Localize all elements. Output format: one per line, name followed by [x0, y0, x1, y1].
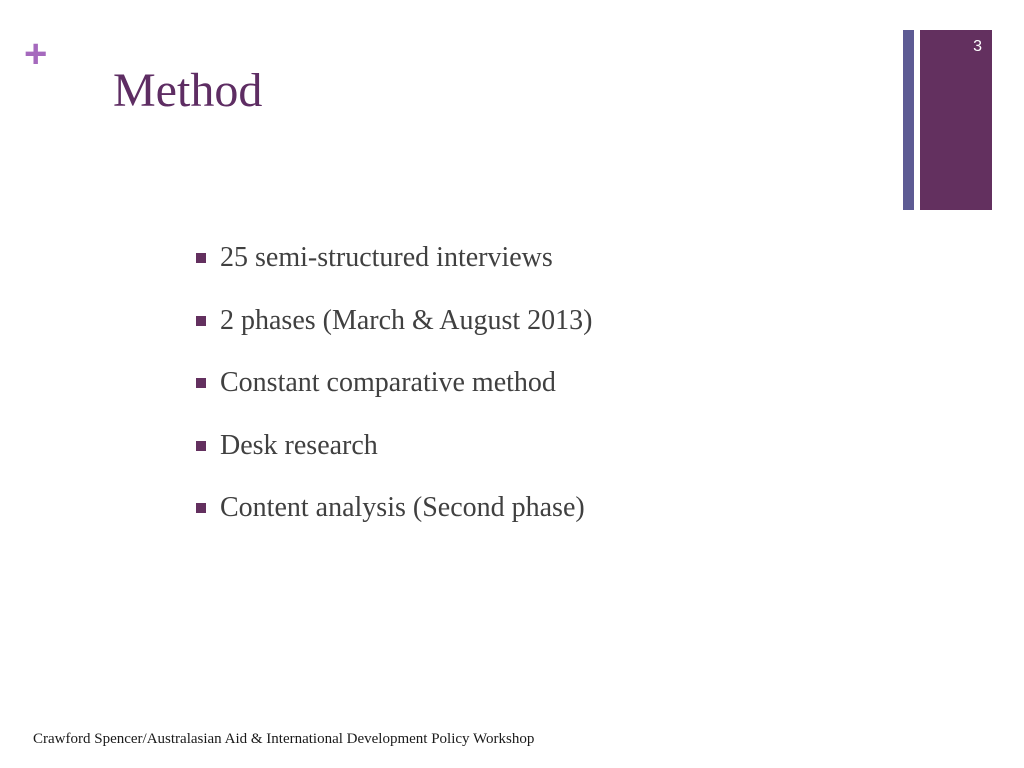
bullet-text: Desk research	[220, 429, 378, 461]
slide-footer: Crawford Spencer/Australasian Aid & International Development Policy Workshop	[33, 731, 535, 747]
accent-bar-thin	[903, 30, 914, 210]
bullet-square-icon	[196, 503, 206, 513]
bullet-item	[196, 486, 593, 530]
bullet-square-icon	[196, 441, 206, 451]
accent-bar-wide	[920, 30, 992, 210]
slide-title: Method	[113, 64, 263, 117]
bullet-square-icon	[196, 316, 206, 326]
bullet-text: Constant comparative method	[220, 367, 556, 398]
bullet-item	[196, 424, 593, 468]
bullet-text: 25 semi-structured interviews	[220, 242, 553, 273]
bullet-text: 2 phases (March & August 2013)	[220, 304, 593, 336]
bullet-item	[196, 361, 593, 405]
bullet-square-icon	[196, 378, 206, 388]
bullet-text: Content analysis (Second phase)	[220, 492, 585, 523]
bullet-item	[196, 299, 593, 343]
bullet-list	[196, 236, 593, 549]
bullet-item	[196, 236, 593, 280]
bullet-square-icon	[196, 253, 206, 263]
plus-icon: +	[24, 32, 48, 76]
slide-number: 3	[973, 38, 982, 55]
